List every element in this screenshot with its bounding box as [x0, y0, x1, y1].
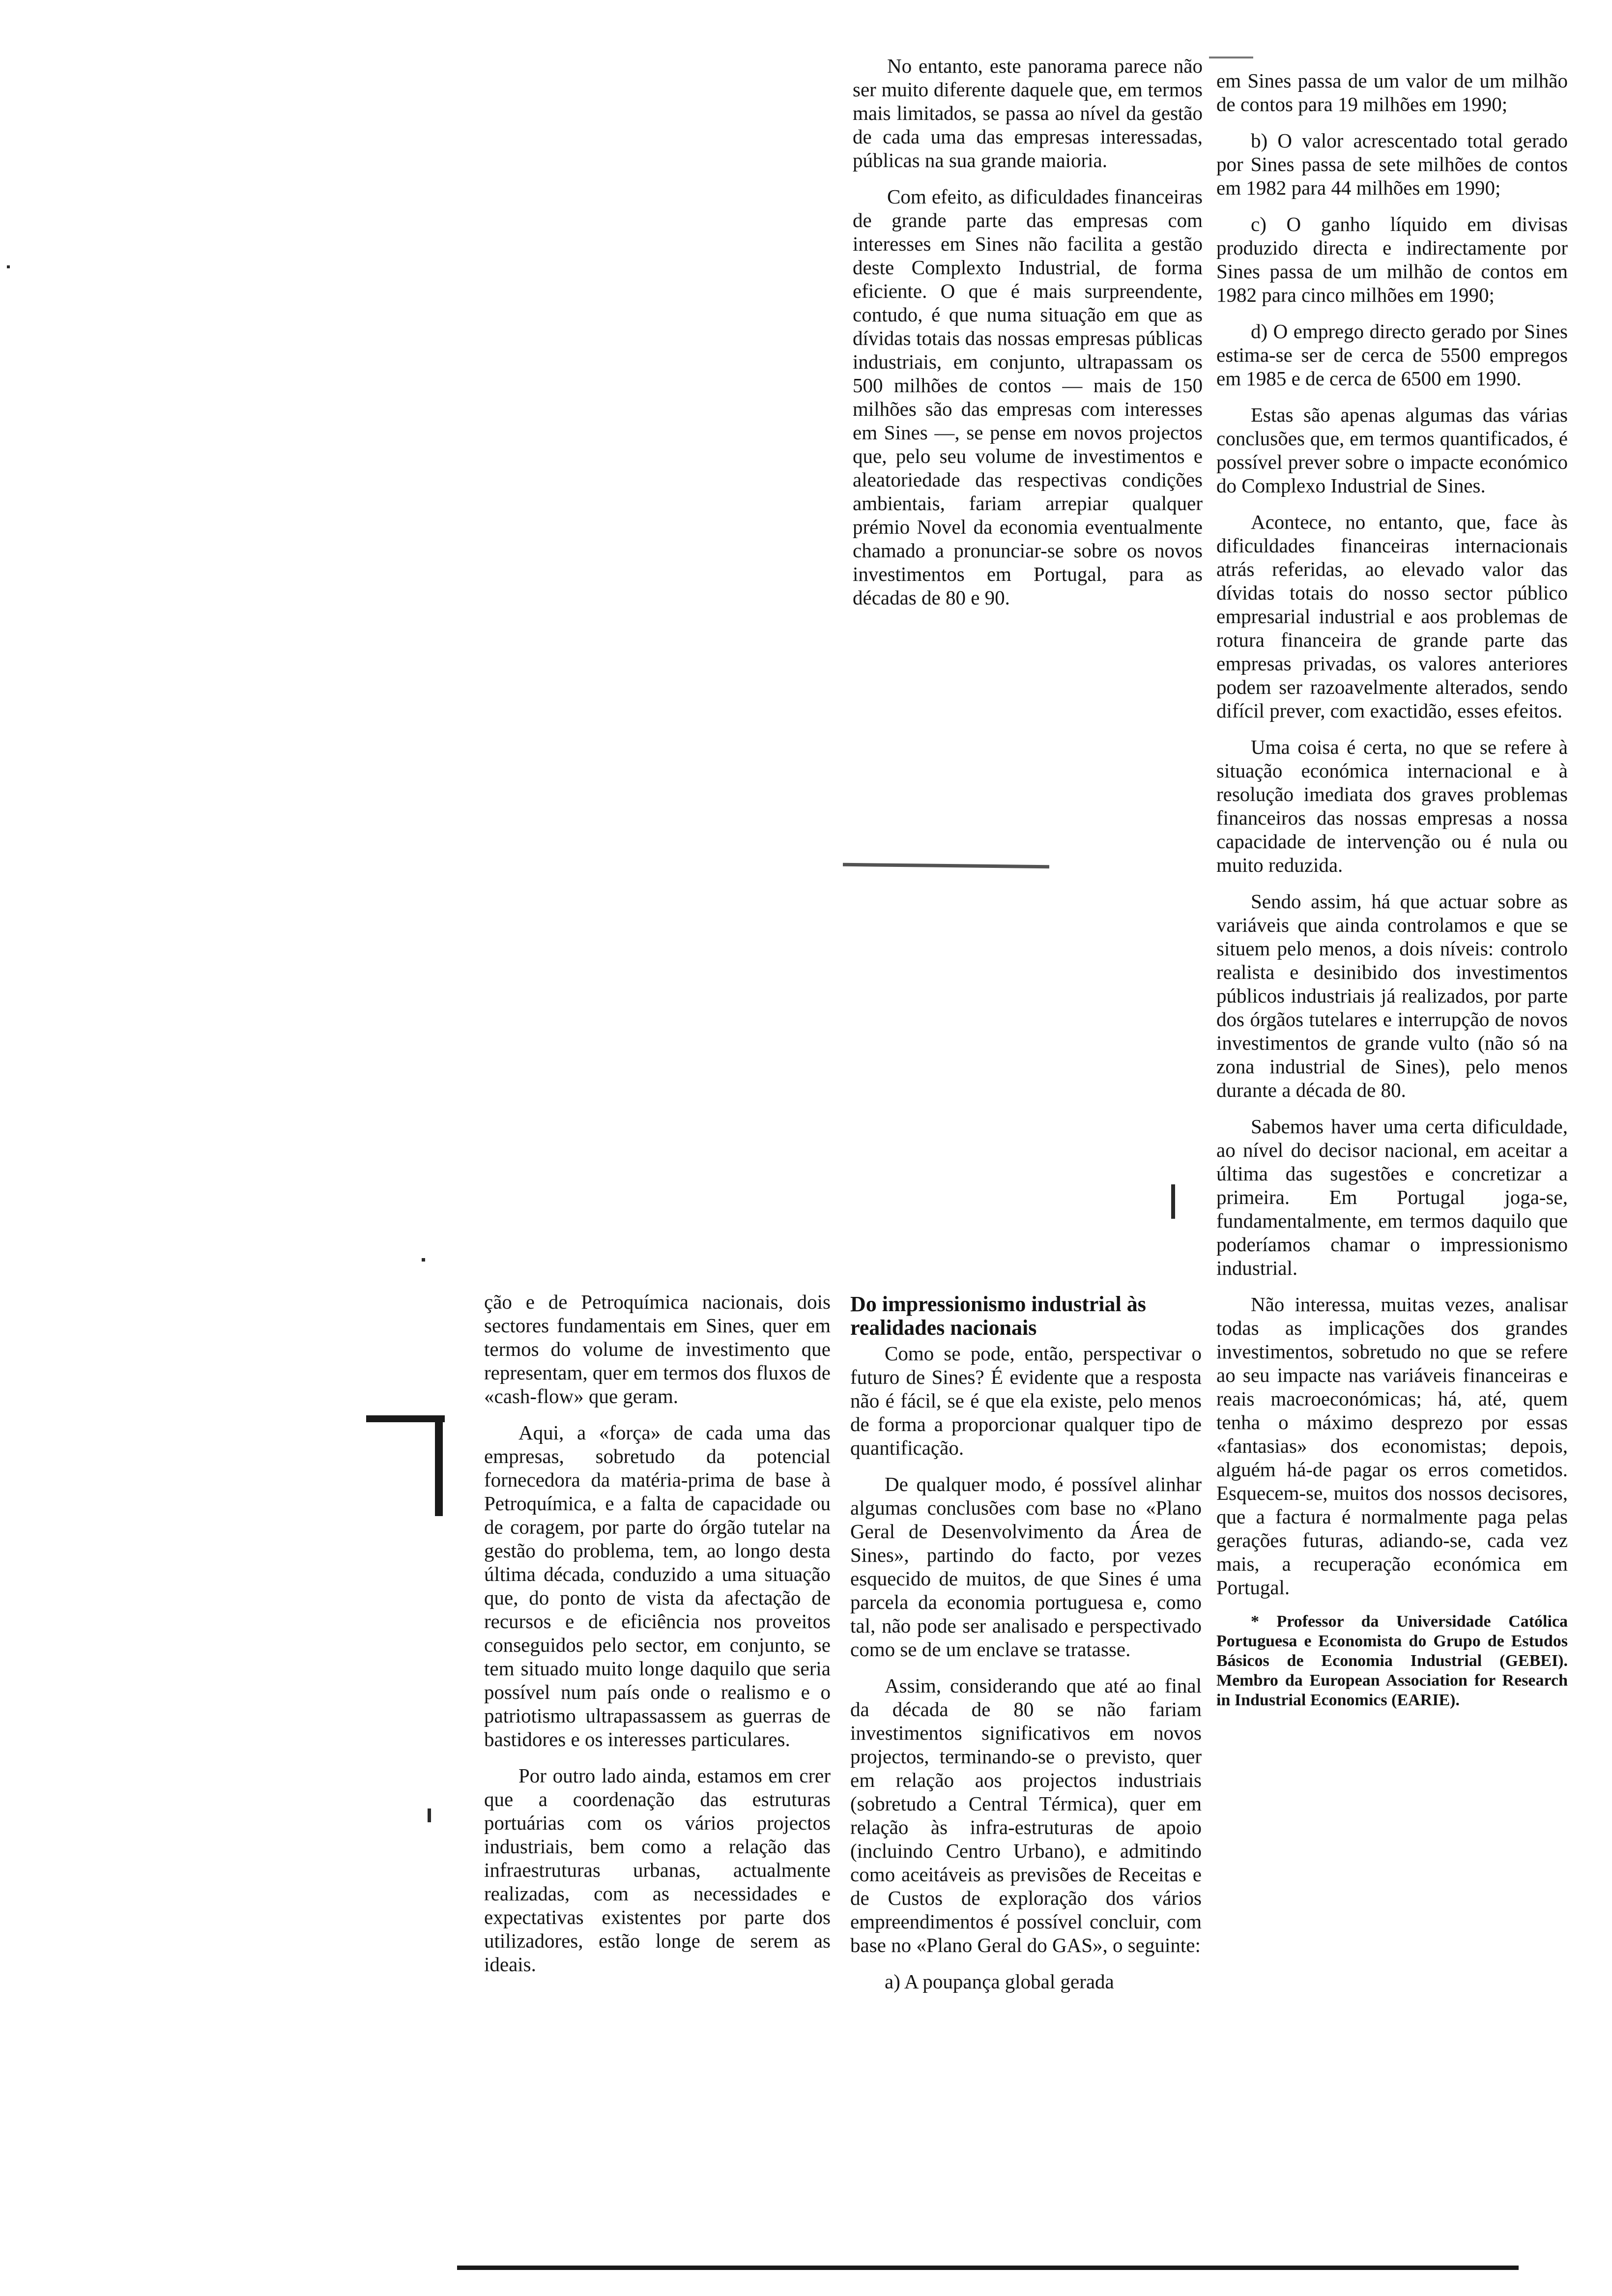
paragraph: d) O emprego directo gerado por Sines estima-se ser de cerca de 5500 empregos em 1985 e de cerca de 6500 em 1990.	[1216, 320, 1568, 390]
scan-mark	[422, 1258, 425, 1262]
paragraph: Sendo assim, há que actuar sobre as variáveis que ainda controlamos e que se situem pelo menos, a dois níveis: controlo realista e desinibido dos investimentos públicos industriais já realizados, por parte dos órgãos tutelares e interrupção de novos investimentos de grande vulto (não só na zona industrial de Sines), pelo menos durante a década de 80.	[1216, 890, 1568, 1101]
section-subheading: Do impressionismo industrial às realidades nacionais	[850, 1292, 1146, 1340]
left-margin-bracket-top	[366, 1415, 445, 1422]
scan-mark	[428, 1808, 431, 1822]
paragraph: em Sines passa de um valor de um milhão de contos para 19 milhões em 1990;	[1216, 69, 1568, 115]
paragraph: Não interessa, muitas vezes, analisar todas as implicações dos grandes investimentos, sobretudo no que se refere ao seu impacte nas variáveis financeiras e reais macroeconómicas; há, até, quem tenha o máximo desprezo por essas «fantasias» dos economistas; depois, alguém há-de pagar os erros cometidos. Esquecem-se, muitos dos nossos decisores, que a factura é normalmente paga pelas gerações futuras, adiando-se, cada vez mais, a recuperação económica em Portugal.	[1216, 1293, 1568, 1599]
top-edge-rule	[1209, 57, 1253, 58]
paragraph: Sabemos haver uma certa dificuldade, ao nível do decisor nacional, em aceitar a última das sugestões e concretizar a primeira. Em Portugal joga-se, fundamentalmente, em termos daquilo que poderíamos chamar o impressionismo industrial.	[1216, 1115, 1568, 1279]
paragraph: c) O ganho líquido em divisas produzido directa e indirectamente por Sines passa de um milhão de contos em 1982 para cinco milhões em 1990;	[1216, 213, 1568, 306]
paragraph: Uma coisa é certa, no que se refere à situação económica internacional e à resolução imediata dos graves problemas financeiros das nossas empresas a nossa capacidade de intervenção ou é nula ou muito reduzida.	[1216, 736, 1568, 876]
bottom-column-middle	[850, 1292, 1202, 2006]
paragraph: b) O valor acrescentado total gerado por Sines passa de sete milhões de contos em 1982 para 44 milhões em 1990;	[1216, 129, 1568, 199]
paragraph: De qualquer modo, é possível alinhar algumas conclusões com base no «Plano Geral de Desenvolvimento da Área de Sines», partindo do facto, por vezes esquecido de muitos, de que Sines é uma parcela da economia portuguesa e, como tal, não pode ser analisado e perspectivado como se de um enclave se tratasse.	[850, 1473, 1202, 1661]
paragraph: ção e de Petroquímica nacionais, dois sectores fundamentais em Sines, quer em termos do volume de investimento que representam, quer em termos dos fluxos de «cash-flow» que geram.	[484, 1291, 831, 1407]
paragraph: Assim, considerando que até ao final da década de 80 se não fariam investimentos significativos em novos projectos, terminando-se o previsto, quer em relação aos projectos industriais (sobretudo a Central Térmica), quer em relação às infra-estruturas de apoio (incluindo Centro Urbano), e admitindo como aceitáveis as previsões de Receitas e de Custos de exploração dos vários empreendimentos é possível concluir, com base no «Plano Geral do GAS», o seguinte:	[850, 1674, 1202, 1956]
left-margin-bracket-side	[435, 1415, 443, 1516]
paragraph: Com efeito, as dificuldades financeiras de grande parte das empresas com interesses em Sines não facilita a gestão deste Complexto Industrial, de forma eficiente. O que é mais surpreendente, contudo, é que numa situação em que as dívidas totais das nossas empresas públicas industriais, em conjunto, ultrapassam os 500 milhões de contos — mais de 150 milhões são das empresas com interesses em Sines —, se pense em novos projectos que, pelo seu volume de investimentos e aleatoriedade das respectivas condições ambientais, fariam arrepiar qualquer prémio Novel da economia eventualmente chamado a pronunciar-se sobre os novos investimentos em Portugal, para as décadas de 80 e 90.	[853, 185, 1203, 609]
paragraph: No entanto, este panorama parece não ser muito diferente daquele que, em termos mais limitados, se passa ao nível da gestão de cada uma das empresas interessadas, públicas na sua grande maioria.	[853, 55, 1203, 172]
bottom-column-left	[484, 1290, 831, 1989]
bottom-page-rule	[457, 2266, 1519, 2270]
author-footnote: * Professor da Universidade Católica Portuguesa e Economista do Grupo de Estudos Básicos de Economia Industrial (GEBEI). Membro da European Association for Research in Industrial Economics (EARIE).	[1216, 1612, 1568, 1709]
scan-mark	[7, 265, 10, 268]
scan-mark	[1171, 1184, 1175, 1219]
paragraph: Como se pode, então, perspectivar o futuro de Sines? É evidente que a resposta não é fácil, se é que ela existe, pelo menos de forma a proporcionar qualquer tipo de quantificação.	[850, 1342, 1202, 1459]
top-column-b	[1216, 69, 1568, 1723]
paragraph: Por outro lado ainda, estamos em crer que a coordenação das estruturas portuárias com os vários projectos industriais, bem como a relação das infraestruturas urbanas, actualmente realizadas, com as necessidades e expectativas existentes por parte dos utilizadores, estão longe de serem as ideais.	[484, 1764, 831, 1976]
paragraph: Aqui, a «força» de cada uma das empresas, sobretudo da potencial fornecedora da matéria-prima de base à Petroquímica, e a falta de capacidade ou de coragem, por parte do órgão tutelar na gestão do problema, tem, ao longo desta última década, conduzido a uma situação que, do ponto de vista da afectação de recursos e de eficiência nos proveitos conseguidos pelo sector, em conjunto, se tem situado muito longe daquilo que seria possível num país onde o realismo e o patriotismo ultrapassassem as guerras de bastidores e os interesses particulares.	[484, 1421, 831, 1751]
paragraph: Estas são apenas algumas das várias conclusões que, em termos quantificados, é possível prever sobre o impacte económico do Complexo Industrial de Sines.	[1216, 403, 1568, 497]
top-column-a	[853, 54, 1203, 622]
paragraph: Acontece, no entanto, que, face às dificuldades financeiras internacionais atrás referidas, ao elevado valor das dívidas totais do nosso sector público empresarial industrial e aos problemas de rotura financeira de grande parte das empresas privadas, os valores anteriores podem ser razoavelmente alterados, sendo difícil prever, com exactidão, esses efeitos.	[1216, 511, 1568, 722]
paragraph: a) A poupança global gerada	[885, 1970, 1114, 1993]
top-column-end-rule	[843, 863, 1049, 868]
